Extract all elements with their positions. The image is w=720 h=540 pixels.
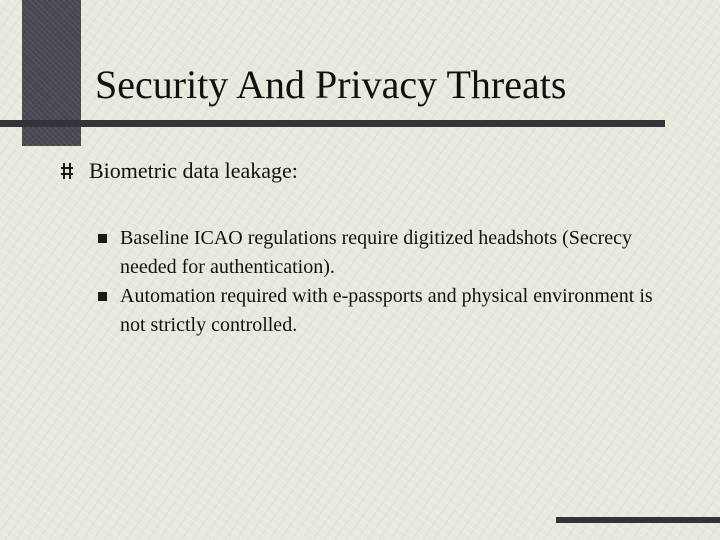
- hash-bullet-icon: [61, 163, 73, 179]
- sub-bullet-text: Automation required with e-passports and physical environment is not strictly controlled.: [120, 285, 653, 336]
- square-bullet-icon: [98, 292, 107, 301]
- main-bullet-text: Biometric data leakage:: [89, 158, 298, 183]
- sub-bullet-list: [98, 224, 668, 340]
- sub-bullet-item: [98, 224, 668, 282]
- slide-title: Security And Privacy Threats: [95, 62, 567, 107]
- square-bullet-icon: [98, 234, 107, 243]
- sub-bullet-item: [98, 282, 668, 340]
- footer-divider: [556, 517, 720, 523]
- title-divider: [0, 120, 665, 127]
- sub-bullet-text: Baseline ICAO regulations require digitized headshots (Secrecy needed for authentication).: [120, 227, 633, 278]
